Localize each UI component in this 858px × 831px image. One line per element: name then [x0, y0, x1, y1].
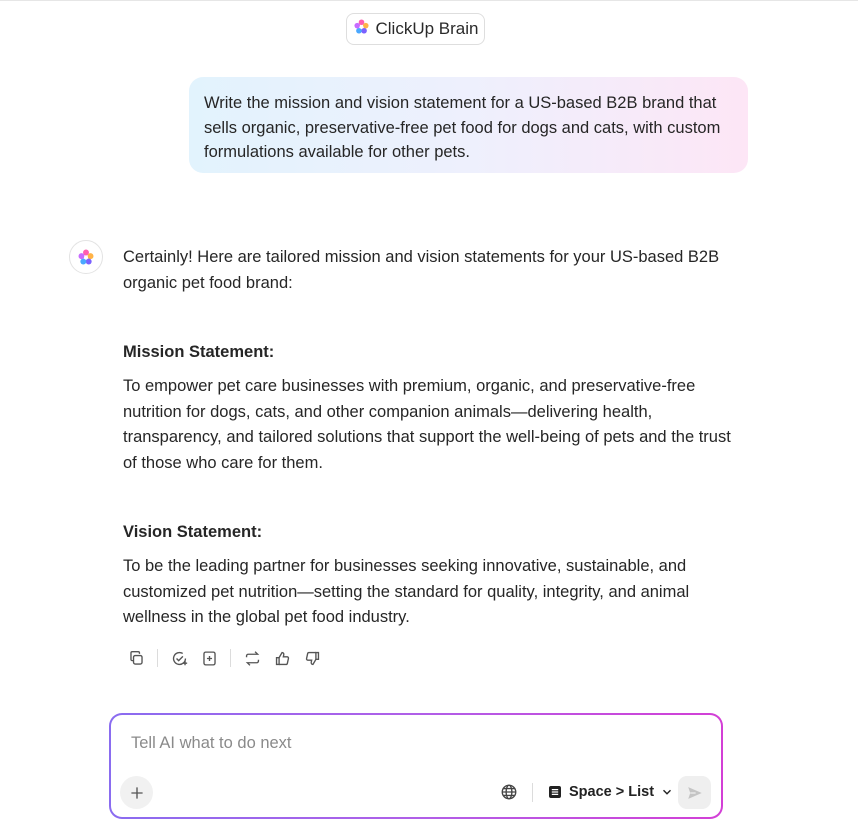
- mission-text: To empower pet care businesses with premium, organic, and preservative-free nutrition for dogs, cats, and other companion animals—delivering health, transparency, and tailored solutions that support the well-being of pets and the trust of those who care for them.: [123, 377, 731, 472]
- mission-heading: Mission Statement:: [123, 343, 275, 361]
- copy-icon: [128, 650, 145, 667]
- thumbs-down-button[interactable]: [300, 646, 324, 670]
- ai-avatar: [69, 240, 103, 274]
- add-attachment-button[interactable]: [120, 776, 153, 809]
- scope-selector[interactable]: [547, 781, 674, 803]
- create-doc-icon: [201, 650, 218, 667]
- scope-label: Space > List: [569, 784, 655, 800]
- clickup-brain-icon: [77, 248, 95, 266]
- user-message: [189, 77, 748, 173]
- prompt-composer: [109, 713, 723, 819]
- vision-text: To be the leading partner for businesses seeking innovative, sustainable, and customized pet nutrition—setting the standard for quality, integrity, and animal wellness in the global pet food industry.: [123, 557, 690, 626]
- copy-button[interactable]: [124, 646, 148, 670]
- globe-icon: [500, 783, 518, 801]
- regenerate-icon: [244, 650, 261, 667]
- send-button[interactable]: [678, 776, 711, 809]
- prompt-input[interactable]: [131, 731, 691, 755]
- send-icon: [686, 784, 704, 802]
- brain-title-pill[interactable]: [346, 13, 485, 45]
- thumbs-up-icon: [274, 650, 291, 667]
- composer-divider: [532, 783, 533, 802]
- regenerate-button[interactable]: [240, 646, 264, 670]
- ai-response-intro: Certainly! Here are tailored mission and vision statements for your US-based B2B organic pet food brand:: [123, 248, 720, 292]
- thumbs-up-button[interactable]: [270, 646, 294, 670]
- list-icon: [547, 784, 563, 800]
- prompt-composer-body: [111, 715, 721, 817]
- vision-heading: Vision Statement:: [123, 523, 263, 541]
- top-divider: [0, 0, 858, 1]
- create-task-icon: [171, 650, 188, 667]
- response-actions: [124, 646, 324, 670]
- plus-icon: [129, 785, 145, 801]
- chevron-down-icon: [660, 785, 674, 799]
- create-task-button[interactable]: [167, 646, 191, 670]
- user-message-text: Write the mission and vision statement for a US-based B2B brand that sells organic, preservative-free pet food for dogs and cats, with custom formulations available for other pets.: [204, 94, 721, 161]
- thumbs-down-icon: [304, 650, 321, 667]
- create-doc-button[interactable]: [197, 646, 221, 670]
- clickup-brain-icon: [353, 18, 370, 40]
- action-divider: [230, 649, 231, 667]
- web-search-button[interactable]: [498, 781, 520, 803]
- brain-title: ClickUp Brain: [375, 19, 479, 38]
- action-divider: [157, 649, 158, 667]
